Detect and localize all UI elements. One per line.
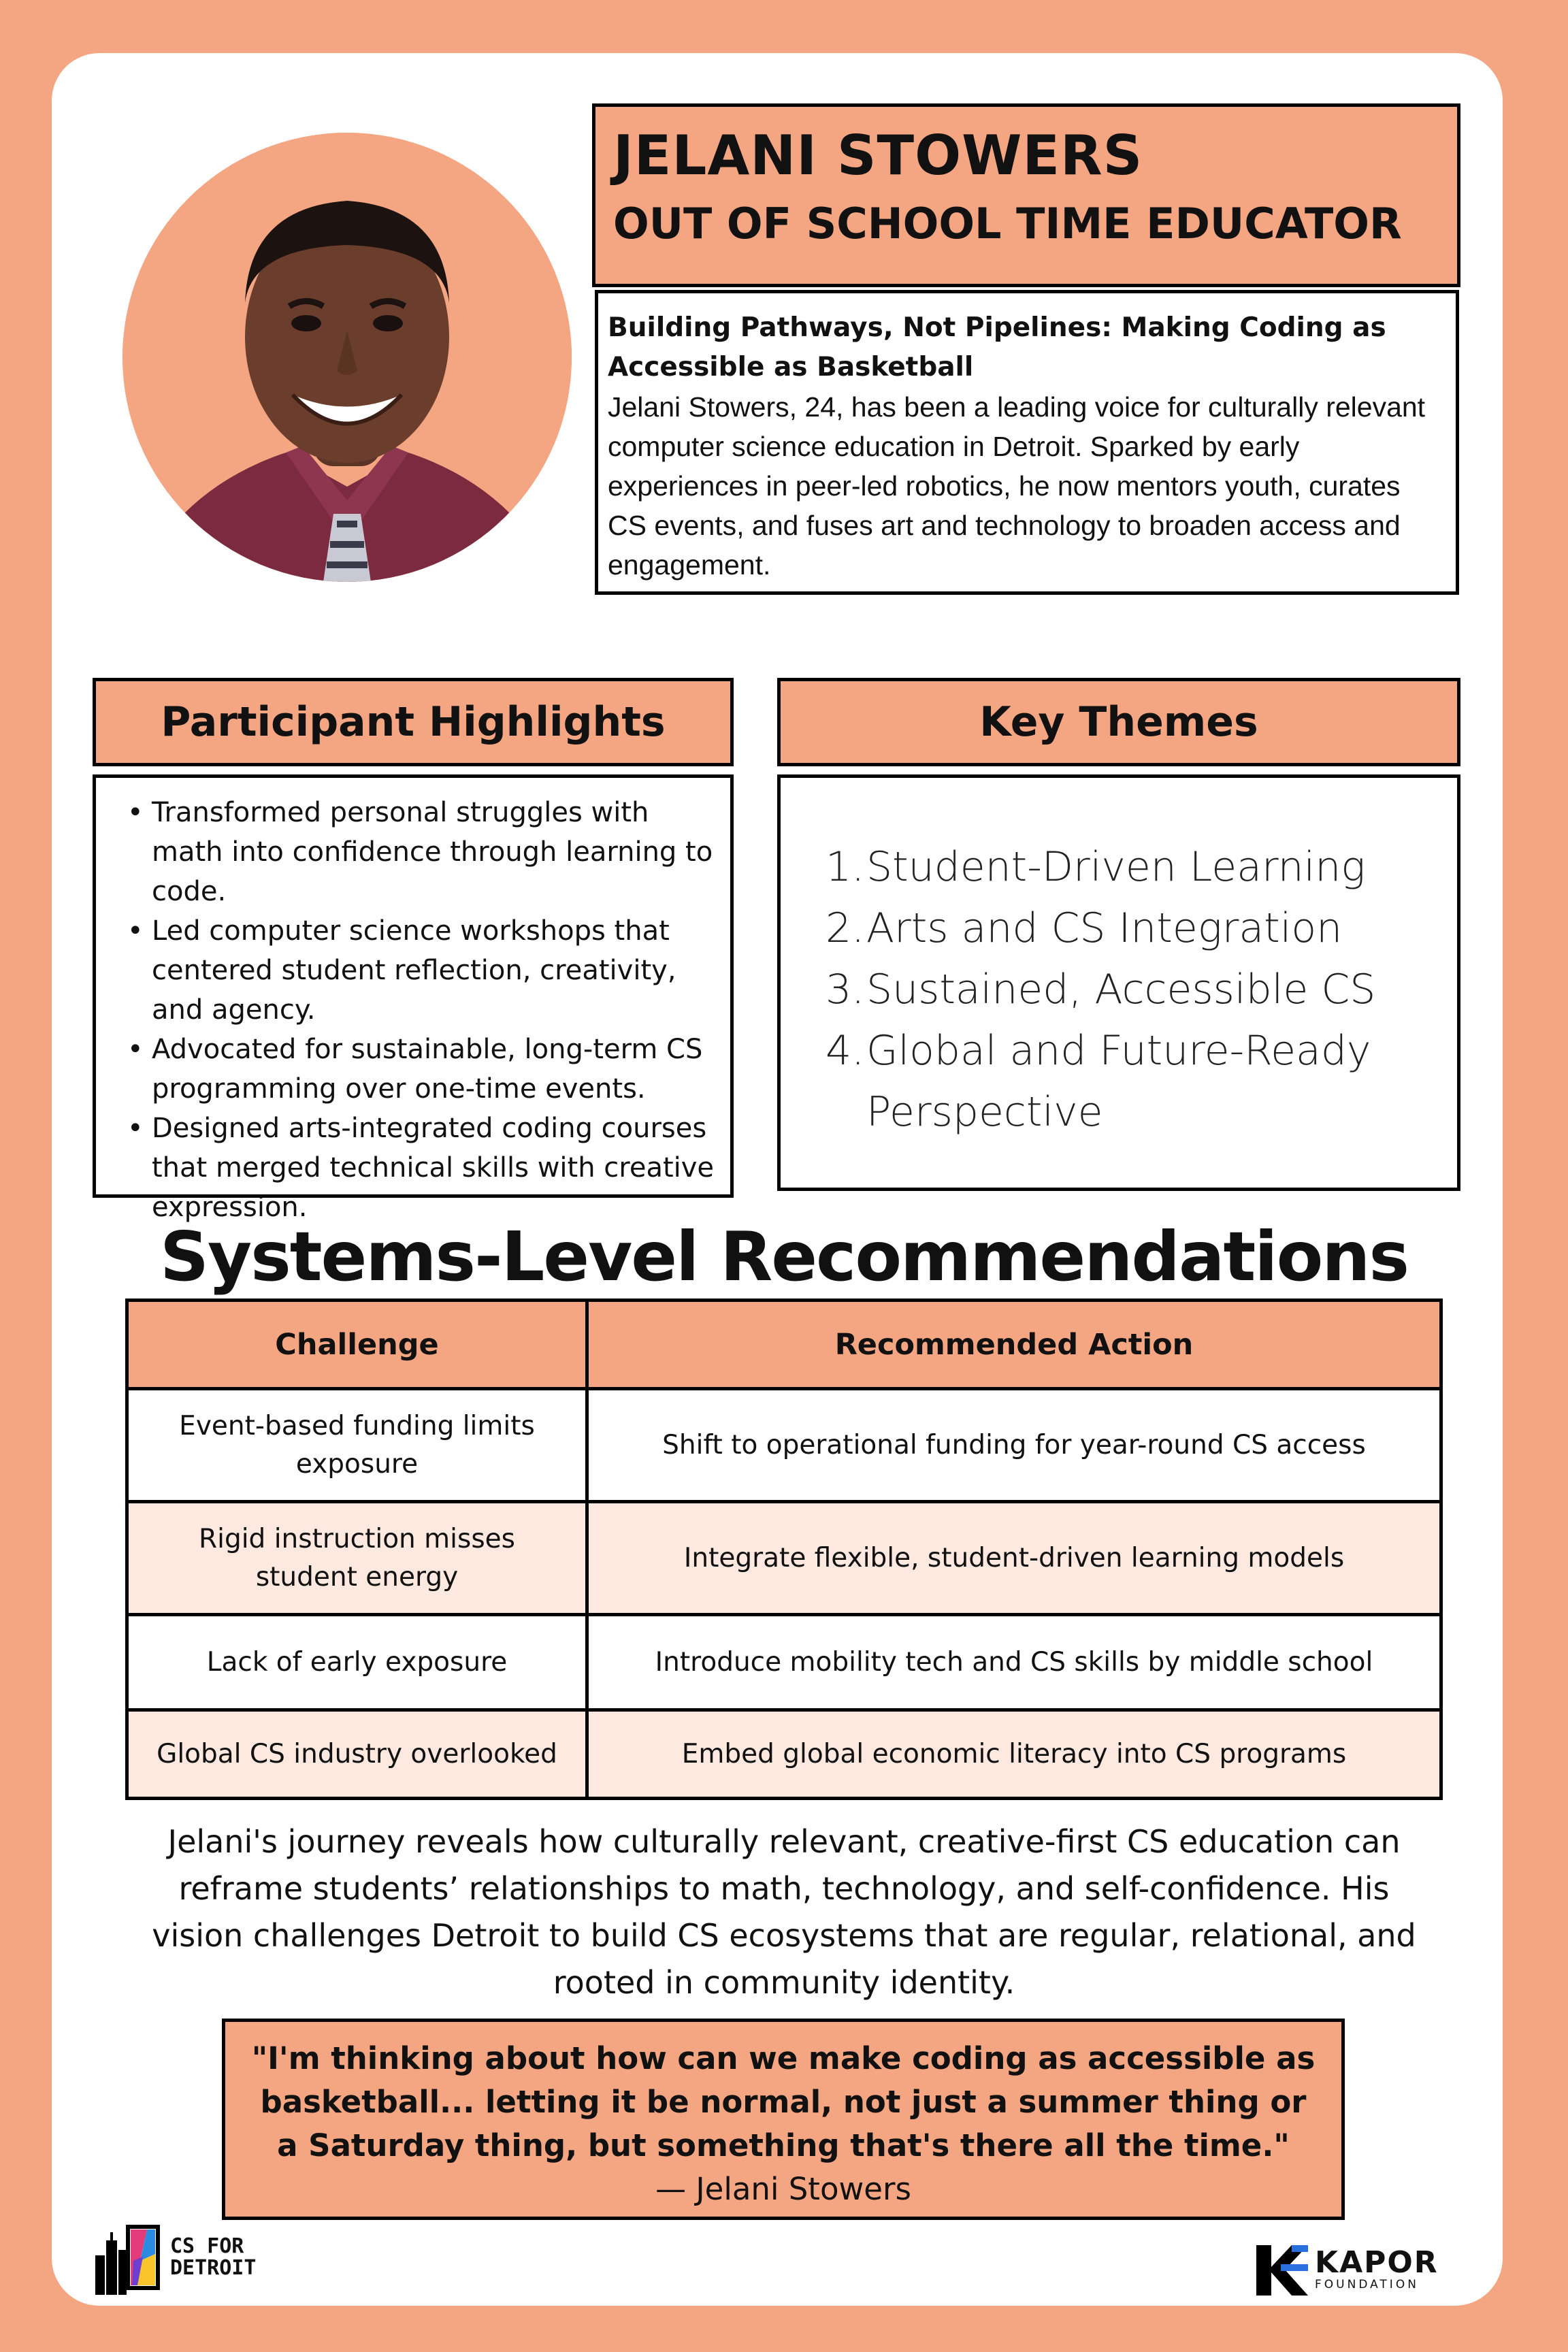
action-cell: Shift to operational funding for year-round CS access [587,1389,1441,1502]
educator-name: JELANI STOWERS [613,124,1143,187]
highlights-heading: Participant Highlights [93,678,734,766]
cs-for-detroit-logo [93,2220,256,2295]
action-cell: Introduce mobility tech and CS skills by middle school [587,1615,1441,1710]
recommendations-table [125,1298,1443,1800]
recommendations-title: Systems-Level Recommendations [160,1217,1408,1296]
challenge-cell: Event-based funding limits exposure [127,1389,587,1502]
list-item [826,1020,1437,1143]
kapor-wordmark [1315,2245,1439,2291]
name-box [592,103,1460,287]
action-cell: Embed global economic literacy into CS programs [587,1710,1441,1799]
logo-line-2: DETROIT [170,2256,257,2280]
themes-list [826,836,1437,1143]
highlights-box [93,774,734,1223]
portrait-photo [122,133,572,582]
list-item [826,836,1437,898]
portrait-illustration [122,133,572,582]
kapor-k-icon [1254,2241,1311,2298]
list-item [826,959,1437,1020]
theme-text: Global and Future-Ready Perspective [866,1027,1371,1136]
challenge-cell: Lack of early exposure [127,1615,587,1710]
themes-heading: Key Themes [777,678,1460,766]
quote-attribution: — Jelani Stowers [655,2171,911,2207]
challenge-cell: Global CS industry overlooked [127,1710,587,1799]
table-header-row [127,1301,1441,1389]
city-skyline-icon [93,2220,161,2295]
theme-text: Student-Driven Learning [866,843,1366,891]
list-item [826,898,1437,959]
kapor-name: KAPOR [1315,2245,1439,2280]
cs-for-detroit-wordmark [170,2236,256,2279]
themes-box [777,774,1460,1191]
theme-number: 3. [826,966,865,1013]
table-row [127,1615,1441,1710]
action-cell: Integrate flexible, student-driven learning models [587,1502,1441,1615]
kapor-foundation-logo [1254,2239,1439,2300]
kapor-subtitle: FOUNDATION [1315,2278,1419,2291]
bio-box [595,290,1459,595]
theme-text: Arts and CS Integration [866,904,1343,952]
educator-role: OUT OF SCHOOL TIME EDUCATOR [613,199,1402,248]
summary-paragraph: Jelani's journey reveals how culturally relevant, creative-first CS education can reframe students’ relationships to math, technology, and self-confidence. His vision challenges Detroit to build CS ecosystems that are regular, relational, and rooted in community identity. [152,1823,1416,2001]
quote-box [222,2019,1345,2220]
highlights-list [111,793,718,1227]
bio-title: Building Pathways, Not Pipelines: Making Coding as Accessible as Basketball [608,312,1386,382]
table-row [127,1502,1441,1615]
logo-line-1: CS FOR [170,2234,244,2258]
quote-text: "I'm thinking about how can we make coding as accessible as basketball... letting it be normal, not just a summer thing or a Saturday thing, but something that's there all the time." [251,2040,1316,2163]
column-header-challenge: Challenge [127,1301,587,1389]
column-header-action: Recommended Action [587,1301,1441,1389]
bio-text: Jelani Stowers, 24, has been a leading voice for culturally relevant computer science education in Detroit. Sparked by early experiences in peer-led robotics, he now mentors youth, curates CS events, and fuses art and technology to broaden access and engagement. [608,391,1426,581]
challenge-cell: Rigid instruction misses student energy [127,1502,587,1615]
list-item: • Led computer science workshops that centered student reflection, creativity, and agency. [111,911,718,1030]
theme-number: 2. [826,904,865,952]
table-row [127,1389,1441,1502]
list-item: • Advocated for sustainable, long-term CS programming over one-time events. [111,1030,718,1109]
table-row [127,1710,1441,1799]
theme-number: 1. [826,843,865,891]
list-item: • Designed arts-integrated coding courses that merged technical skills with creative expression. [111,1109,718,1227]
theme-text: Sustained, Accessible CS [866,966,1376,1013]
theme-number: 4. [826,1027,865,1075]
list-item: • Transformed personal struggles with math into confidence through learning to code. [111,793,718,911]
